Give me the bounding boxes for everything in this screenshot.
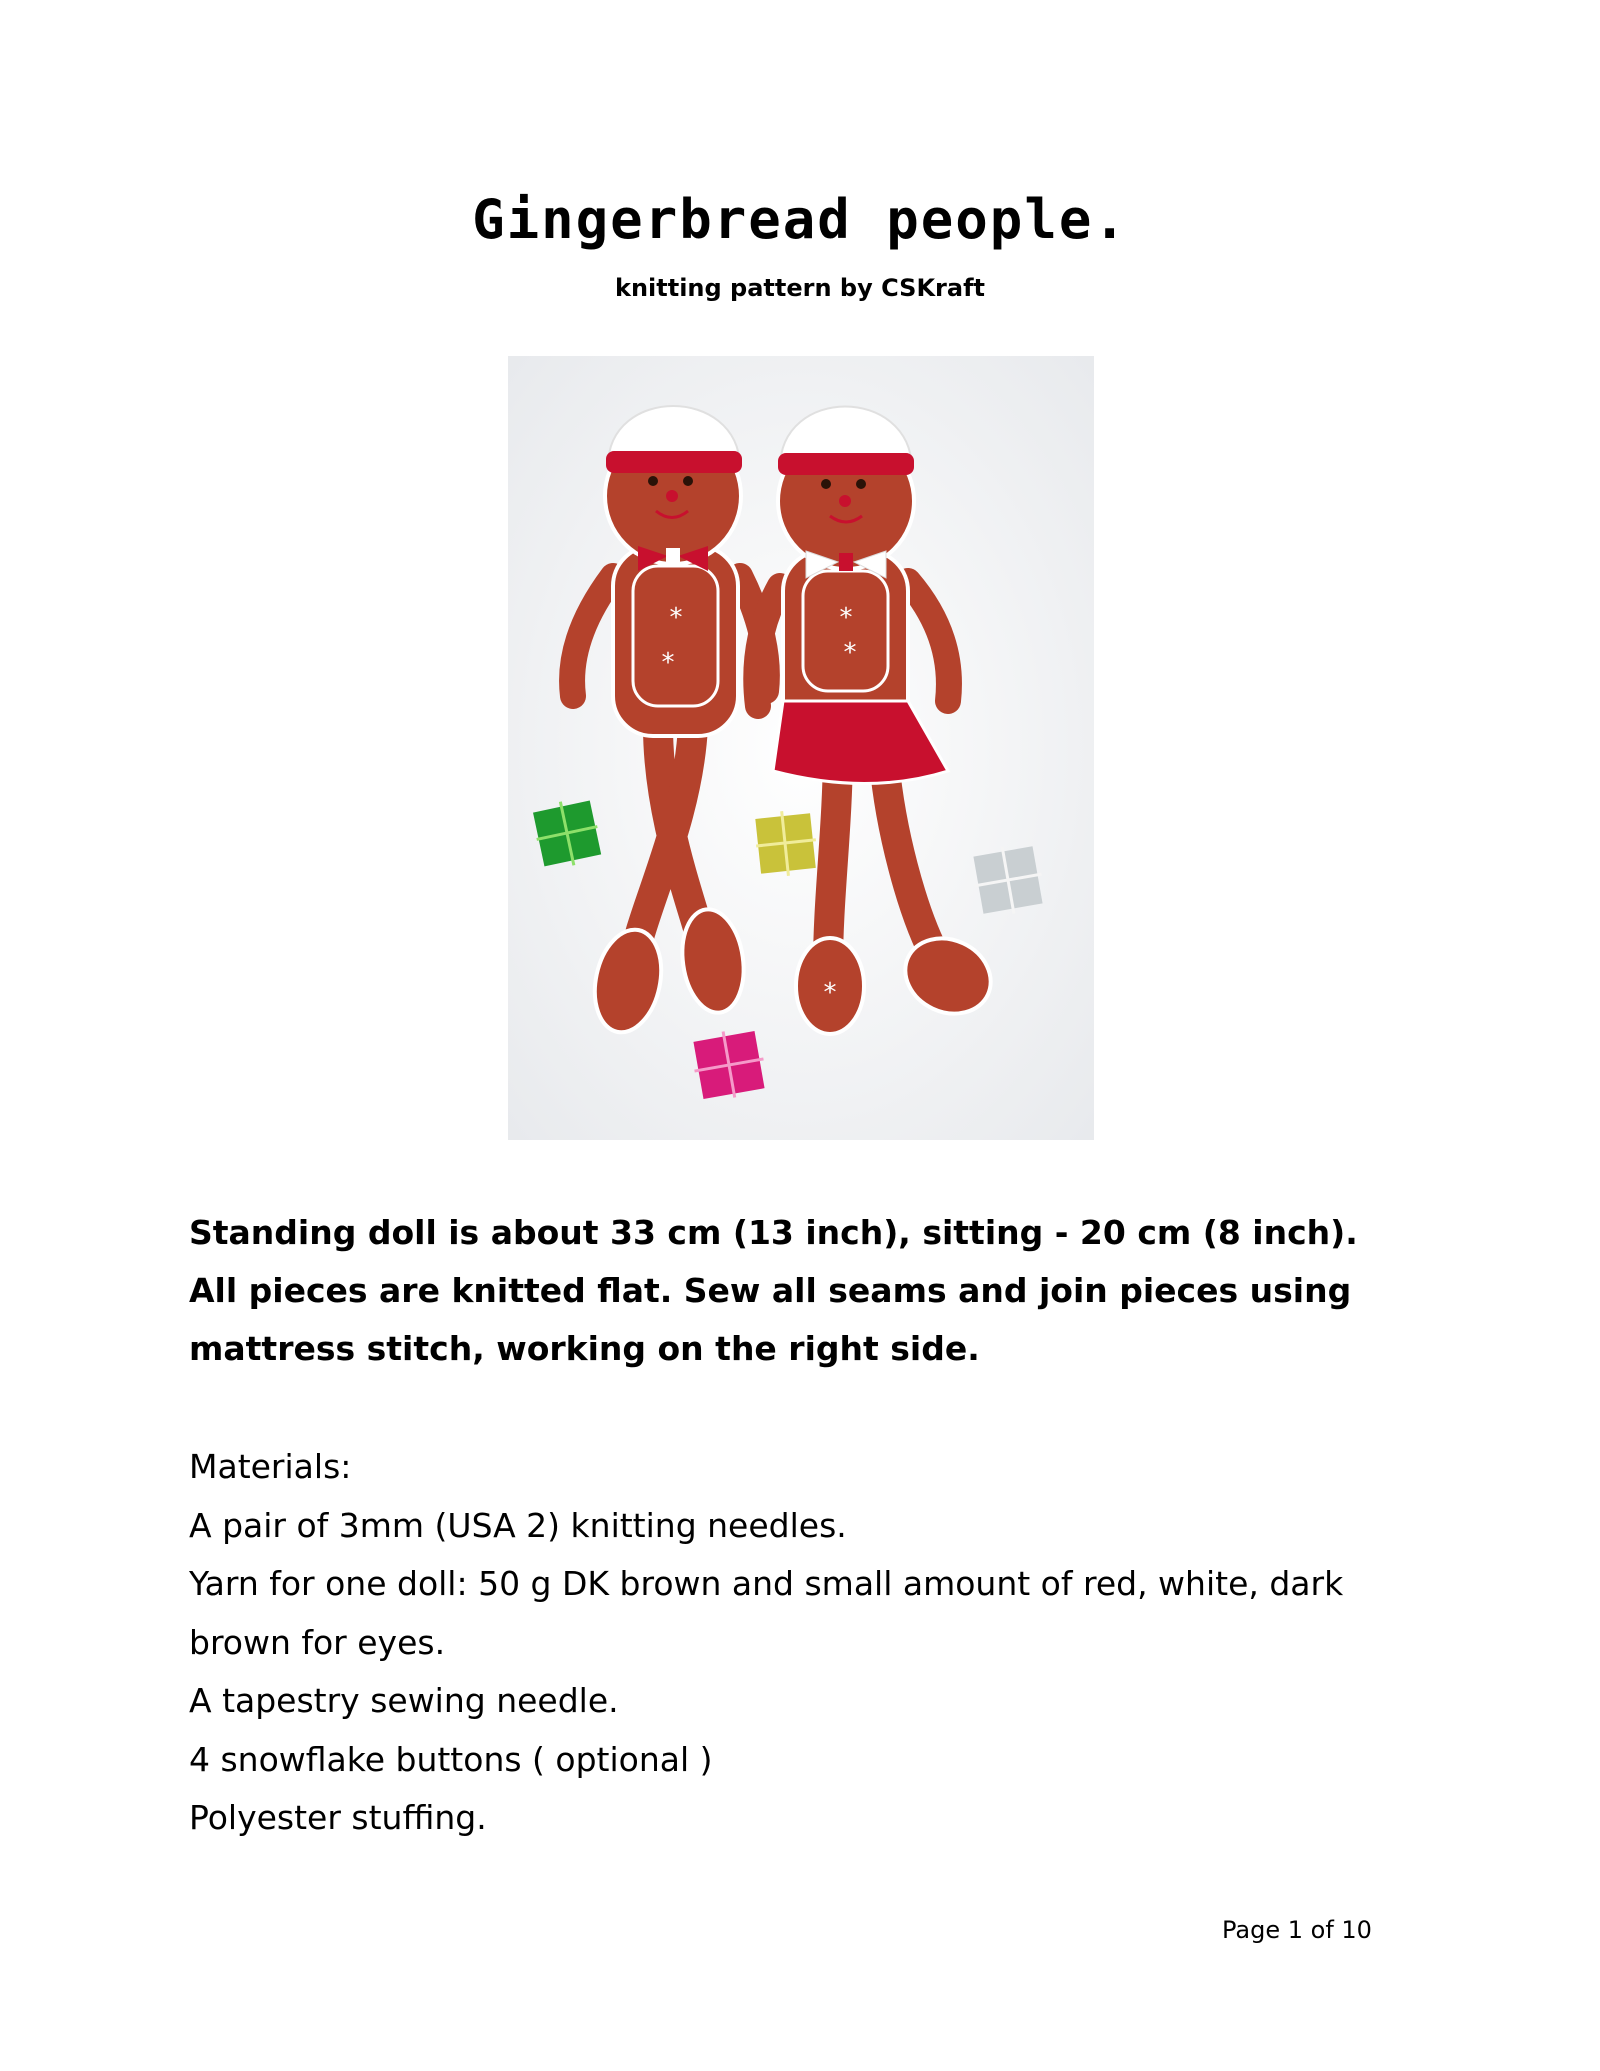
intro-line: All pieces are knitted flat. Sew all seams and join pieces using [189, 1271, 1352, 1310]
materials-list [189, 1438, 1489, 1848]
materials-item: Polyester stuffing. [189, 1798, 487, 1837]
svg-text:*: * [661, 648, 675, 678]
materials-item: A pair of 3mm (USA 2) knitting needles. [189, 1505, 847, 1545]
page-number: Page 1 of 10 [1222, 1916, 1372, 1944]
materials-heading: Materials: [189, 1447, 352, 1486]
intro-line: Standing doll is about 33 cm (13 inch), sitting - 20 cm (8 inch). [189, 1213, 1358, 1252]
gift-gold [753, 808, 819, 879]
materials-item: brown for eyes. [189, 1622, 446, 1662]
document-subtitle: knitting pattern by CSKraft [614, 274, 985, 302]
intro-text [189, 1204, 1489, 1378]
materials-item: 4 snowflake buttons ( optional ) [189, 1739, 713, 1779]
document-title: Gingerbread people. [472, 188, 1128, 251]
materials-item: Yarn for one doll: 50 g DK brown and small amount of red, white, dark [189, 1564, 1344, 1603]
materials-item: A tapestry sewing needle. [189, 1681, 619, 1720]
gingerbread-dolls-photo [508, 356, 1094, 1140]
svg-text:*: * [669, 603, 683, 633]
intro-line: mattress stitch, working on the right side. [189, 1329, 980, 1368]
svg-text:*: * [823, 978, 837, 1008]
svg-text:*: * [839, 603, 853, 633]
svg-text:*: * [843, 638, 857, 668]
